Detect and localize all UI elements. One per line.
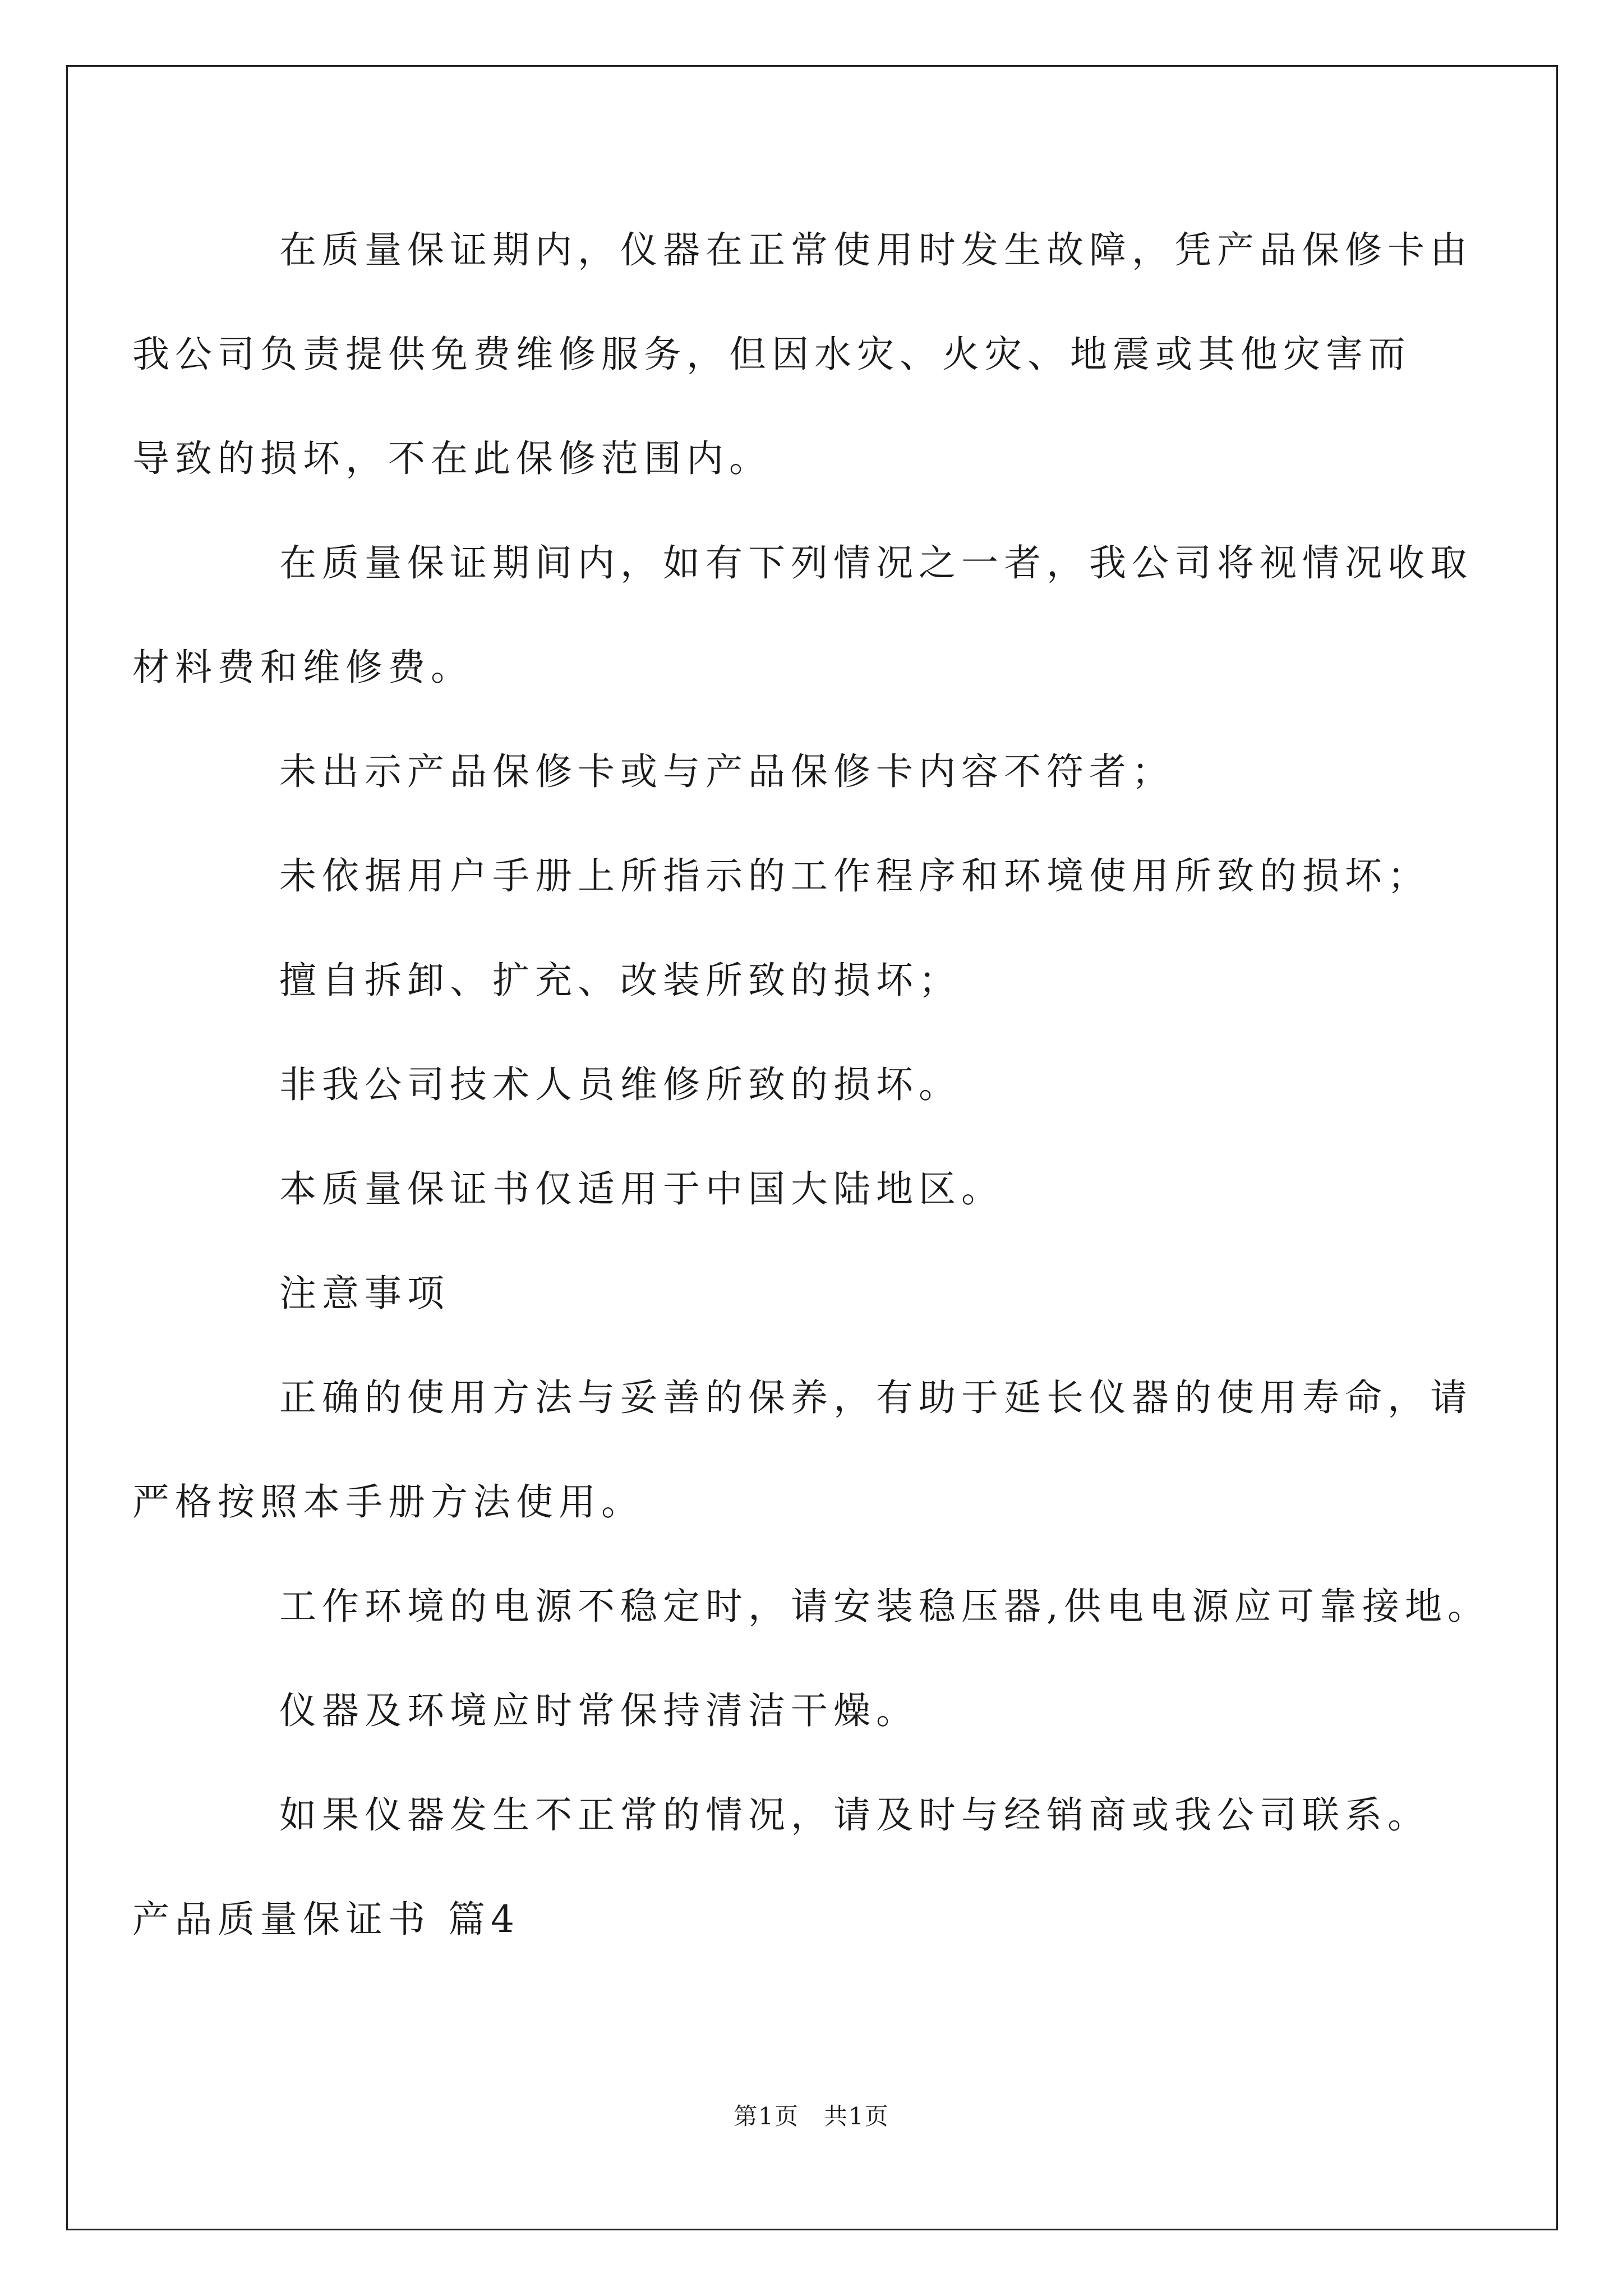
paragraph-1-line-1: 在质量保证期内，仪器在正常使用时发生故障，凭产品保修卡由 (279, 228, 1473, 272)
paragraph-1-line-2: 我公司负责提供免费维修服务，但因水灾、火灾、地震或其他灾害而 (132, 333, 1411, 376)
paragraph-9-line-2: 严格按照本手册方法使用。 (132, 1480, 644, 1524)
section-heading: 产品质量保证书 篇4 (132, 1898, 520, 1941)
paragraph-7: 本质量保证书仅适用于中国大陆地区。 (279, 1167, 1004, 1211)
paragraph-2-line-1: 在质量保证期间内，如有下列情况之一者，我公司将视情况收取 (279, 541, 1473, 585)
paragraph-11: 仪器及环境应时常保持清洁干燥。 (279, 1689, 919, 1732)
paragraph-6: 非我公司技术人员维修所致的损坏。 (279, 1063, 961, 1106)
notes-heading: 注意事项 (279, 1272, 450, 1315)
paragraph-12: 如果仪器发生不正常的情况，请及时与经销商或我公司联系。 (279, 1793, 1430, 1837)
paragraph-3: 未出示产品保修卡或与产品保修卡内容不符者； (279, 750, 1174, 793)
paragraph-9-line-1: 正确的使用方法与妥善的保养，有助于延长仪器的使用寿命，请 (279, 1376, 1473, 1419)
page-footer: 第1页 共1页 (734, 2102, 889, 2130)
paragraph-4: 未依据用户手册上所指示的工作程序和环境使用所致的损坏； (279, 854, 1430, 898)
paragraph-1-line-3: 导致的损坏，不在此保修范围内。 (132, 437, 772, 480)
paragraph-5: 擅自拆卸、扩充、改装所致的损坏； (279, 959, 961, 1002)
paragraph-2-line-2: 材料费和维修费。 (132, 646, 473, 689)
paragraph-10: 工作环境的电源不稳定时，请安装稳压器,供电电源应可靠接地。 (279, 1585, 1490, 1628)
